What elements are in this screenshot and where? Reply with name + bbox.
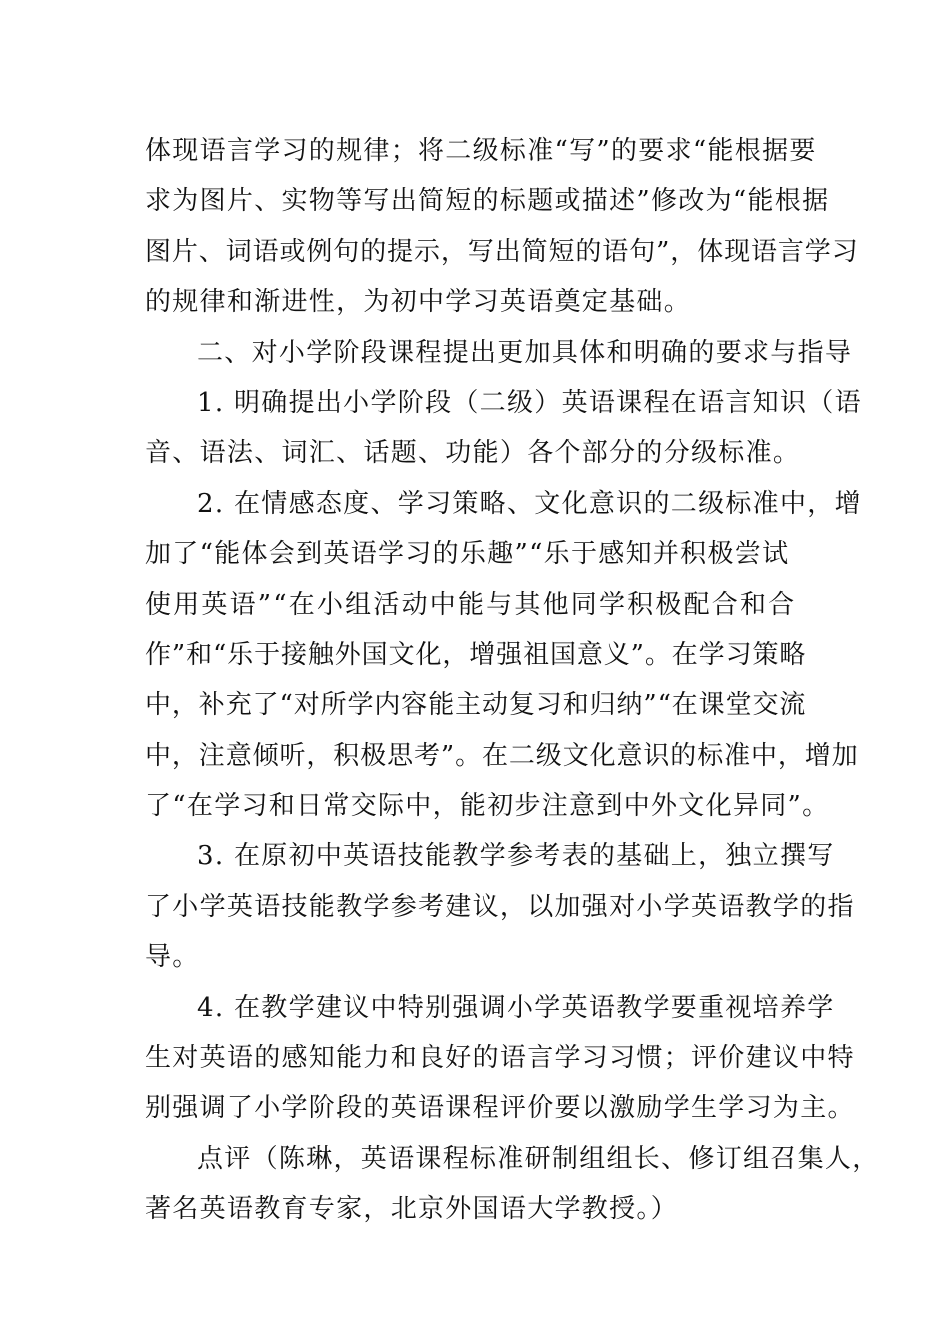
text-line: 著名英语教育专家，北京外国语大学教授。） bbox=[145, 1194, 679, 1225]
section-heading: 二、对小学阶段课程提出更加具体和明确的要求与指导 bbox=[197, 337, 853, 368]
text-line: 生对英语的感知能力和良好的语言学习习惯；评价建议中特 bbox=[145, 1043, 855, 1074]
text-line: 1. 明确提出小学阶段（二级）英语课程在语言知识（语 bbox=[197, 387, 862, 418]
text-line: 3. 在原初中英语技能教学参考表的基础上，独立撰写 bbox=[197, 841, 835, 872]
text-line: 作”和“乐于接触外国文化，增强祖国意义”。在学习策略 bbox=[145, 639, 807, 670]
text-line: 了“在学习和日常交际中，能初步注意到中外文化异同”。 bbox=[145, 791, 830, 822]
text-line: 点评（陈琳，英语课程标准研制组组长、修订组召集人， bbox=[197, 1143, 880, 1174]
text-line: 中，补充了“对所学内容能主动复习和归纳”“在课堂交流 bbox=[145, 690, 807, 721]
text-line: 2. 在情感态度、学习策略、文化意识的二级标准中，增 bbox=[197, 488, 862, 519]
text-line: 求为图片、实物等写出简短的标题或描述”修改为“能根据 bbox=[145, 186, 830, 217]
text-line: 体现语言学习的规律；将二级标准“写”的要求“能根据要 bbox=[145, 136, 817, 166]
text-line: 音、语法、词汇、话题、功能）各个部分的分级标准。 bbox=[145, 438, 801, 469]
text-line: 中，注意倾听，积极思考”。在二级文化意识的标准中，增加 bbox=[145, 740, 859, 771]
text-line: 别强调了小学阶段的英语课程评价要以激励学生学习为主。 bbox=[145, 1093, 855, 1124]
text-line: 图片、词语或例句的提示，写出简短的语句”，体现语言学习 bbox=[145, 236, 859, 267]
text-line: 的规律和渐进性，为初中学习英语奠定基础。 bbox=[145, 287, 692, 318]
text-line: 4. 在教学建议中特别强调小学英语教学要重视培养学 bbox=[197, 992, 835, 1023]
text-line: 了小学英语技能教学参考建议，以加强对小学英语教学的指 bbox=[145, 891, 855, 922]
text-line: 导。 bbox=[145, 942, 200, 973]
document-body bbox=[145, 126, 880, 1235]
text-line: 加了“能体会到英语学习的乐趣”“乐于感知并积极尝试 bbox=[145, 539, 790, 570]
text-line: 使用英语”“在小组活动中能与其他同学积极配合和合 bbox=[145, 589, 797, 620]
